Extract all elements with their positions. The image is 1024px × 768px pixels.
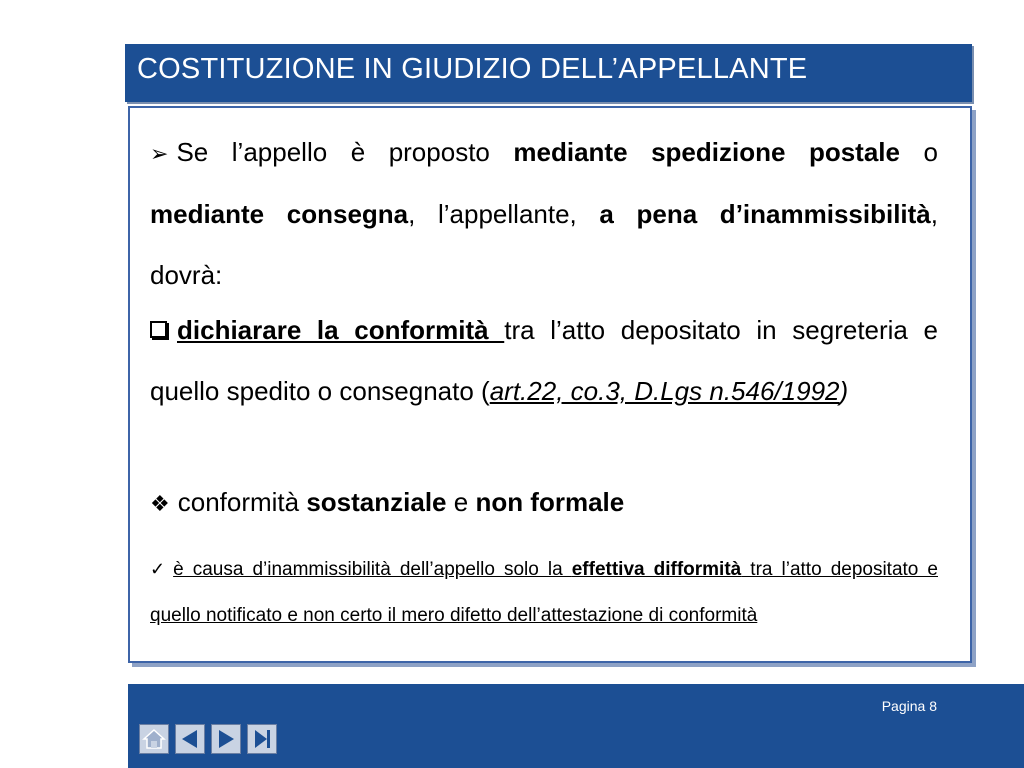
bold-run: effettiva difformità (571, 559, 742, 580)
bold-run: sostanziale (306, 487, 447, 517)
paragraph-cause (150, 546, 938, 639)
bold-run: mediante consegna (150, 199, 409, 229)
text-run: tra l’atto depositato e quello notificato e non certo il mero difetto dell’attestazione di conformità (150, 559, 938, 626)
paragraph-intro (150, 122, 938, 306)
text-run: ) (839, 376, 849, 406)
text-run: , dovrà: (150, 199, 938, 290)
check-bullet-icon: ✓ (150, 559, 166, 579)
slide-title: COSTITUZIONE IN GIUDIZIO DELL’APPELLANTE (137, 53, 808, 85)
bold-run: non formale (475, 487, 625, 517)
next-button[interactable] (211, 724, 241, 754)
diamond-bullet-icon: ❖ (150, 491, 170, 516)
content-box (128, 106, 972, 663)
title-bar (125, 44, 972, 102)
home-button[interactable] (139, 724, 169, 754)
footer-bar (128, 684, 1024, 768)
text-run: o (900, 137, 938, 167)
text-run: conformità (177, 487, 307, 517)
bold-underlined-run: dichiarare la conformità (177, 315, 505, 345)
last-icon (251, 728, 273, 750)
last-button[interactable] (247, 724, 277, 754)
text-run: tra l’atto depositato in segreteria e quello spedito o consegnato ( (150, 315, 938, 406)
page-number: Pagina 8 (881, 698, 937, 714)
text-run: e (446, 487, 476, 517)
text-run: Se l’appello è proposto (176, 137, 514, 167)
previous-icon (179, 728, 201, 750)
law-reference: art.22, co.3, D.Lgs n.546/1992 (489, 376, 840, 406)
square-bullet-icon (150, 321, 167, 338)
paragraph-declare (150, 300, 938, 422)
text-run: è causa d’inammissibilità dell’appello solo la (173, 559, 572, 580)
bold-run: mediante spedizione postale (513, 137, 900, 167)
next-icon (215, 728, 237, 750)
bold-run: a pena d’inammissibilità (599, 199, 931, 229)
arrow-bullet-icon: ➢ (150, 141, 169, 166)
text-run: , l’appellante, (408, 199, 600, 229)
paragraph-conformity (150, 484, 938, 522)
previous-button[interactable] (175, 724, 205, 754)
home-icon (142, 728, 166, 750)
